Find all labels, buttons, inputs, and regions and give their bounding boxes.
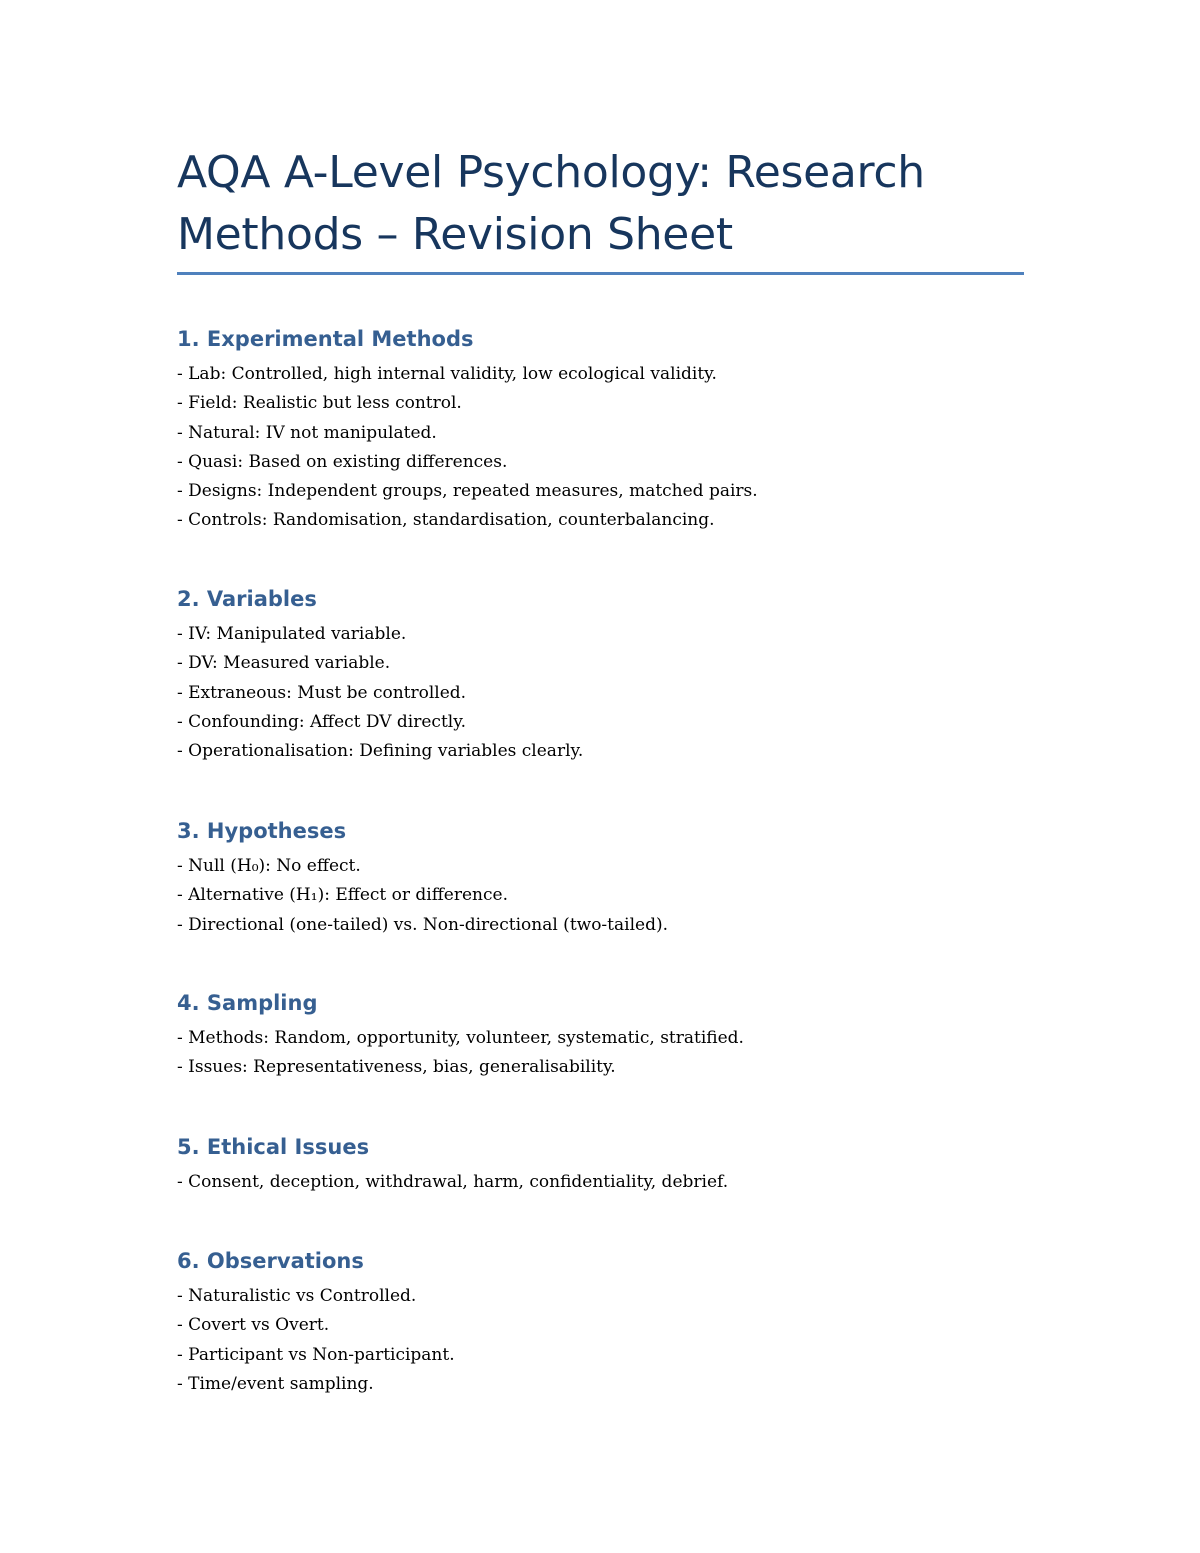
list-item: - IV: Manipulated variable.: [177, 624, 407, 644]
section-list: [177, 360, 1037, 536]
list-item: - Field: Realistic but less control.: [177, 393, 462, 414]
list-item: - Extraneous: Must be controlled.: [177, 682, 467, 703]
list-item: - Directional (one-tailed) vs. Non-directional (two-tailed).: [177, 914, 668, 935]
list-item: - DV: Measured variable.: [177, 653, 391, 674]
section-experimental-methods: [177, 324, 1037, 536]
list-item: - Null (H₀): No effect.: [177, 856, 361, 876]
section-sampling: [177, 988, 1037, 1083]
section-heading: 5. Ethical Issues: [177, 1135, 370, 1159]
list-item: - Issues: Representativeness, bias, generalisability.: [177, 1057, 616, 1078]
section-observations: [177, 1246, 1037, 1399]
document-title: AQA A-Level Psychology: Research Methods – Revision Sheet: [177, 147, 925, 260]
list-item: - Confounding: Affect DV directly.: [177, 711, 466, 732]
list-item: - Covert vs Overt.: [177, 1315, 330, 1336]
list-item: - Lab: Controlled, high internal validity, low ecological validity.: [177, 364, 717, 384]
list-item: - Participant vs Non-participant.: [177, 1344, 455, 1365]
list-item: - Designs: Independent groups, repeated measures, matched pairs.: [177, 481, 758, 502]
section-list: [177, 1024, 1037, 1083]
section-list: [177, 620, 1037, 766]
section-heading: 1. Experimental Methods: [177, 327, 474, 351]
section-list: [177, 1282, 1037, 1399]
list-item: - Quasi: Based on existing differences.: [177, 451, 508, 472]
section-heading: 2. Variables: [177, 587, 317, 611]
list-item: - Controls: Randomisation, standardisation, counterbalancing.: [177, 510, 715, 531]
list-item: - Time/event sampling.: [177, 1373, 374, 1394]
title-underline: [177, 272, 1024, 275]
section-ethical-issues: [177, 1132, 1037, 1197]
list-item: - Methods: Random, opportunity, volunteer, systematic, stratified.: [177, 1028, 744, 1048]
section-variables: [177, 584, 1037, 766]
section-hypotheses: [177, 816, 1037, 940]
section-list: [177, 1168, 1037, 1197]
section-list: [177, 852, 1037, 940]
section-heading: 3. Hypotheses: [177, 819, 347, 843]
list-item: - Alternative (H₁): Effect or difference.: [177, 885, 508, 906]
list-item: - Consent, deception, withdrawal, harm, confidentiality, debrief.: [177, 1172, 729, 1192]
section-heading: 6. Observations: [177, 1249, 364, 1273]
list-item: - Operationalisation: Defining variables clearly.: [177, 741, 584, 762]
section-heading: 4. Sampling: [177, 991, 318, 1015]
list-item: - Naturalistic vs Controlled.: [177, 1286, 417, 1306]
list-item: - Natural: IV not manipulated.: [177, 422, 437, 443]
